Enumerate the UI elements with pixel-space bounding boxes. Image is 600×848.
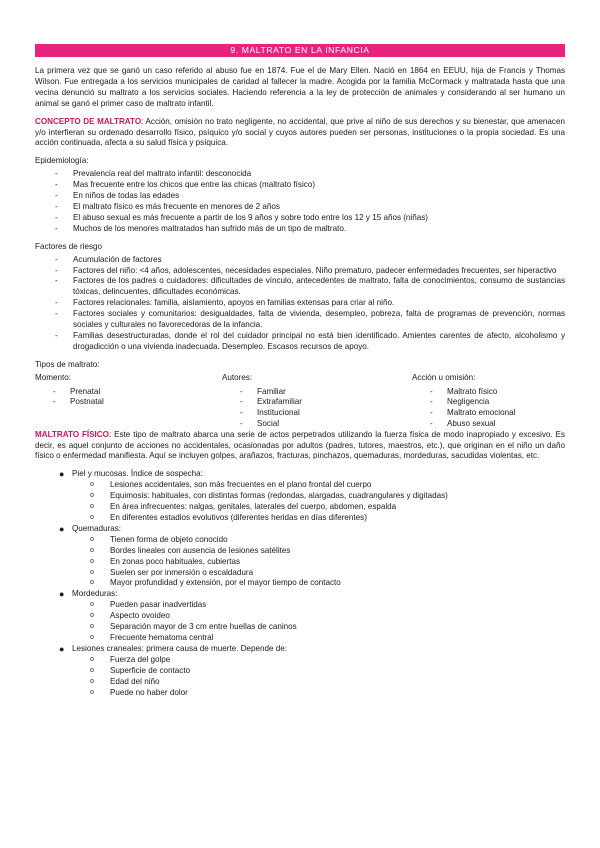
list-item: - Factores del niño: <4 años, adolescentes, necesidades especiales. Niño prematuro, padecer enfermedades frecuentes, ser hiperactivo: [55, 265, 557, 275]
list-item: o Tienen forma de objeto conocido: [90, 534, 228, 544]
list-item: - Prevalencia real del maltrato infantil: desconocida: [55, 169, 252, 179]
intro-paragraph: La primera vez que se ganó un caso referido al abuso fue en 1874. Fue el de Mary Ellen. Nació en 1864 en EEUU, hija de Francis y Thomas Wilson. Fue entregada a los servicios municipales de caridad al fallecer la madre. Acogida por la familia McCormack y maltratada hasta que una vecina denunció su maltrato a los servicios sociales. Haciendo referencia a la ley de protección de animales y considerando al ser humano un animal se ganó el primer caso de maltrato infantil.: [35, 66, 565, 108]
list-item: - El abuso sexual es más frecuente a partir de los 9 años y sobre todo entre los 12 y 15 años (niñas): [55, 212, 428, 222]
accion-column: [412, 373, 587, 438]
list-item: o Equimosis: habituales, con distintas formas (redondas, alargadas, cuadrangulares y digitadas): [90, 491, 448, 501]
list-item: - El maltrato físico es más frecuente en menores de 2 años: [55, 201, 280, 211]
autores-column: [222, 373, 397, 438]
list-item: - Institucional: [240, 408, 300, 418]
list-item: o En zonas poco habituales, cubiertas: [90, 556, 241, 566]
list-item: o Mayor profundidad y extensión, por el mayor tiempo de contacto: [90, 578, 341, 588]
fisico-list: [35, 469, 565, 698]
list-item: o Suelen ser por inmersión o escaldadura: [90, 567, 254, 577]
list-item: ● Lesiones craneales: primera causa de muerte. Depende de: o Fuerza del golpe o Superficie de contacto o Edad del niño o Puede no haber dolor: [35, 644, 565, 699]
tipos-columns: [35, 372, 565, 429]
list-item: - Factores de los padres o cuidadores: dificultades de vínculo, antecedentes de maltrato, falta de conocimientos, consumo de sustancias tóxicas, delincuentes, dificultades económicas.: [55, 276, 565, 297]
list-item: o Lesiones accidentales, son más frecuentes en el plano frontal del cuerpo: [90, 480, 372, 490]
list-item: - Prenatal: [53, 386, 101, 396]
list-item: - Familiar: [240, 386, 286, 396]
section-title: 9. MALTRATO EN LA INFANCIA: [230, 45, 370, 55]
document-page: [35, 44, 565, 705]
autores-heading: Autores:: [222, 372, 253, 382]
tipos-heading: Tipos de maltrato:: [35, 359, 100, 369]
list-item: - Acumulación de factores: [55, 254, 162, 264]
list-item: - Factores sociales y comunitarios: desigualdades, falta de vivienda, desempleo, pobreza, falta de programas de prevención, normas sociales y culturales no favorecedoras de la infancia.: [55, 309, 565, 330]
list-item: - Muchos de los menores maltratados han sufrido más de un tipo de maltrato.: [55, 223, 347, 233]
list-item: - Mas frecuente entre los chicos que entre las chicas (maltrato físico): [55, 180, 316, 190]
list-item: ● Quemaduras: o Tienen forma de objeto conocido o Bordes lineales con ausencia de lesiones satélites o En zonas poco habituales, cubiertas o Suelen ser por inmersión o escaldadura o Mayor profundidad y extensión, por el mayor tiempo de contacto: [35, 524, 565, 589]
list-item: o Superficie de contacto: [90, 665, 191, 675]
list-item: - Social: [240, 419, 280, 429]
concepto-paragraph: [35, 117, 565, 150]
concepto-label: CONCEPTO DE MALTRATO: [35, 116, 142, 126]
list-item: o En área infrecuentes: nalgas, genitales, laterales del cuerpo, abdomen, espalda: [90, 502, 397, 512]
list-item: - Abuso sexual: [430, 419, 496, 429]
fisico-label: MALTRATO FÍSICO: [35, 429, 109, 439]
list-item: o Aspecto ovoideo: [90, 611, 170, 621]
momento-column: [35, 373, 210, 416]
list-item: - Negligencia: [430, 397, 490, 407]
list-item: o Bordes lineales con ausencia de lesiones satélites: [90, 545, 291, 555]
list-item: o Puede no haber dolor: [90, 687, 188, 697]
list-item: o En diferentes estadios evolutivos (diferentes heridas en días diferentes): [90, 513, 367, 522]
list-item: - Factores relacionales: familia, aislamiento, apoyos en familias extensas para criar al niño.: [55, 298, 395, 308]
list-item: - Maltrato emocional: [430, 408, 516, 418]
factores-list: [35, 255, 565, 353]
list-item: - En niños de todas las edades: [55, 191, 180, 201]
epidemiologia-list: [35, 169, 565, 234]
list-item: o Edad del niño: [90, 676, 160, 686]
epidemiologia-heading: Epidemiología:: [35, 156, 89, 166]
list-item: - Familias desestructuradas, donde el rol del cuidador principal no está bien identificado. Amientes carentes de afecto, alcoholismo y drogadicción o una vivienda inadecuada. Desempleo. Escasos recursos de apoyo.: [55, 330, 565, 351]
fisico-text: : Este tipo de maltrato abarca una serie de actos perpetrados utilizando la fuerza física de modo inapropiado y excesivo. Es decir, es aquel conjunto de acciones no accidentales, ocasionadas por adultos (padres, tutores, maestros, etc.), que originan en el niño un daño físico o enfermedad manifiesta. Aquí se incluyen golpes, arañazos, fracturas, pinchazos, quemaduras, mordeduras, sacudidas violentas, etc.: [35, 429, 565, 461]
list-item: ● Mordeduras: o Pueden pasar inadvertidas o Aspecto ovoideo o Separación mayor de 3 cm entre huellas de caninos o Frecuente hematoma central: [35, 589, 565, 644]
section-title-bar: [35, 44, 565, 57]
list-item: o Pueden pasar inadvertidas: [90, 600, 207, 610]
concepto-text: : Acción, omisión no trato negligente, no accidental, que prive al niño de sus derechos y su bienestar, que amenacen y/o interfieran su ordenado desarrollo físico, psíquico y/o social y cuyos autores pueden ser personas, instituciones o la propia sociedad. Es una acción continuada, afecta a su salud física y psíquica.: [35, 116, 565, 148]
momento-heading: Momento:: [35, 372, 71, 382]
list-item: o Fuerza del golpe: [90, 654, 171, 664]
list-item: o Frecuente hematoma central: [90, 632, 214, 642]
list-item: - Extrafamiliar: [240, 397, 302, 407]
accion-heading: Acción u omisión:: [412, 372, 476, 382]
factores-heading: Factores de riesgo: [35, 241, 103, 251]
list-item: - Postnatal: [53, 397, 104, 407]
list-item: ● Piel y mucosas. Índice de sospecha: o Lesiones accidentales, son más frecuentes en el plano frontal del cuerpo o Equimosis: habituales, con distintas formas (redondas, alargadas, cuadrangulares y digitadas) o En área infrecuentes: nalgas, genitales, laterales del cuerpo, abdomen, espalda o En diferentes estadios evolutivos (diferentes heridas en días diferentes): [35, 469, 565, 524]
list-item: o Separación mayor de 3 cm entre huellas de caninos: [90, 622, 297, 632]
list-item: - Maltrato físico: [430, 386, 498, 396]
